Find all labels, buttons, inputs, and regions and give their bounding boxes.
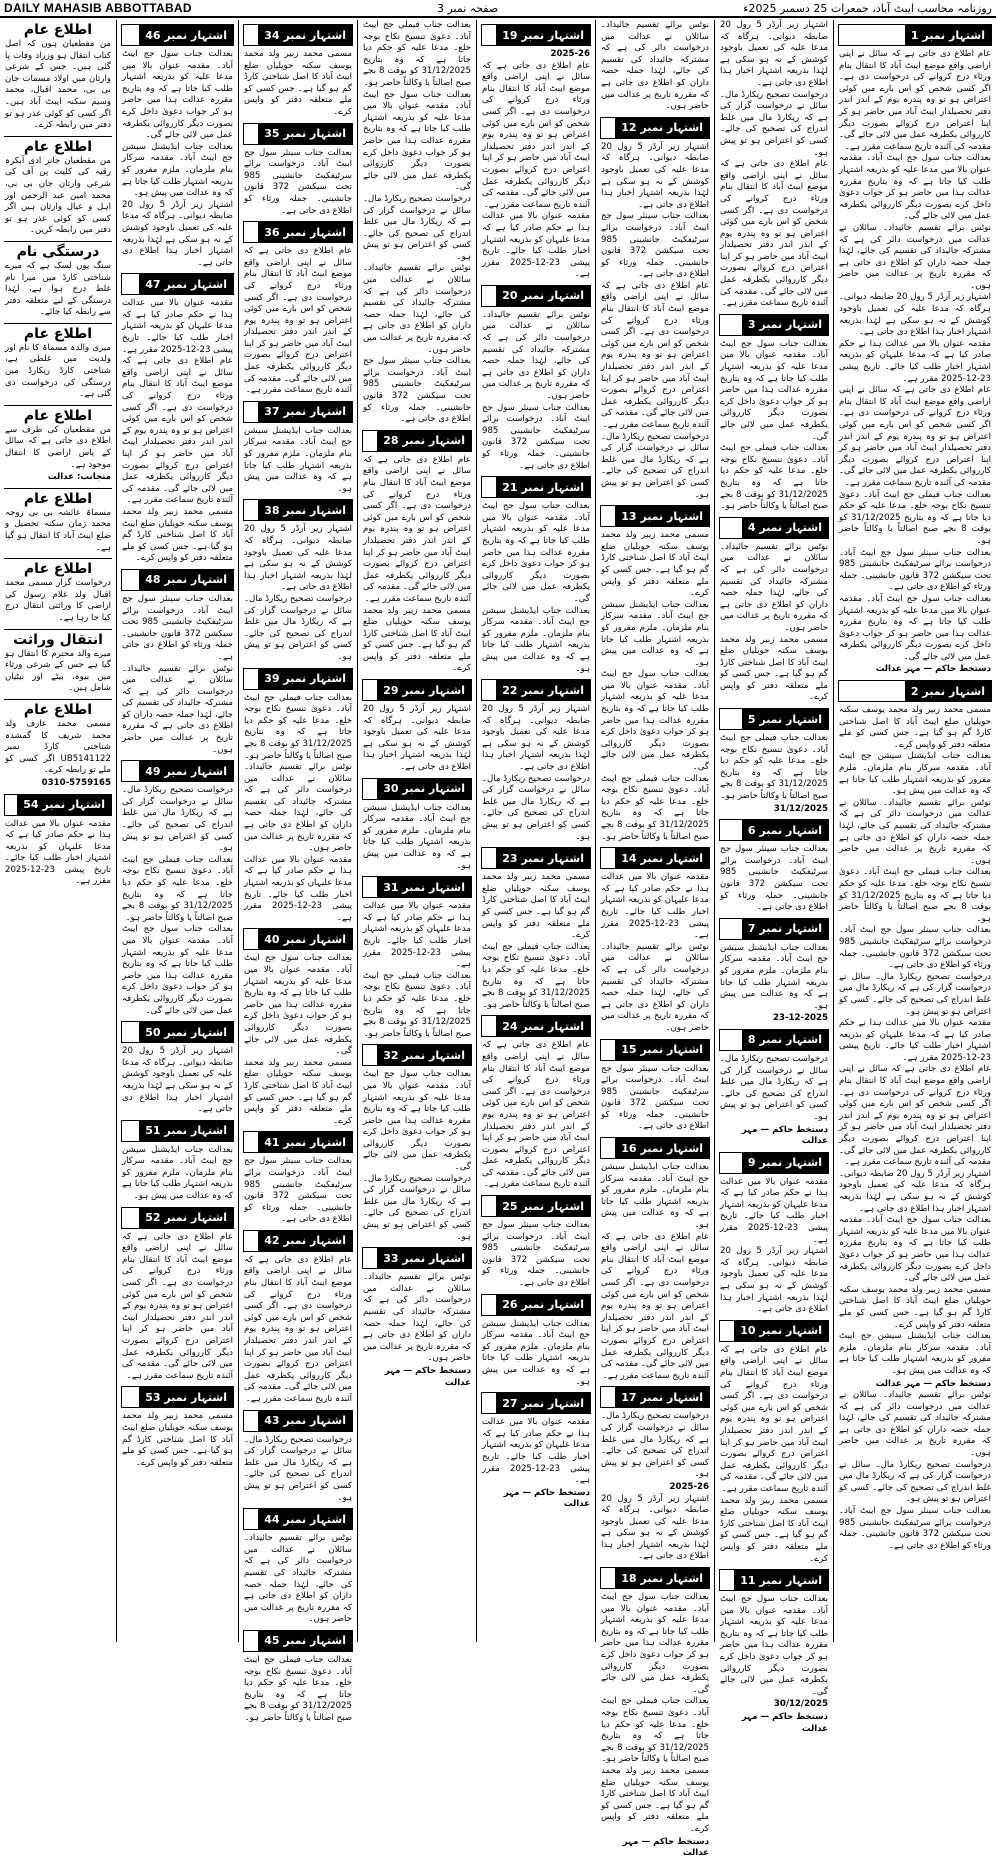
notice-42: عام اطلاع دی جاتی ہے کہ سائل نے اپنی اراضی واقع موضع ایبٹ آباد کا انتقال بنام ورثاء درج کروانے کی درخواست دی ہے۔ اگر کسی شخص کو اس بارے میں کوئی اعتراض ہو تو وہ پندرہ یوم کے اندر اندر دفتر تحصیلدار ایبٹ آباد میں حاضر ہو کر اپنا اعتراض درج کروائے بصورت دیگر کارروائی یکطرفہ عمل میں لائی جائے گی۔ مقدمہ کی آئندہ تاریخ سماعت مقرر ہے۔ [244, 1254, 352, 1404]
notice-8: درخواست تصحیح ریکارڈ مال۔ سائل نے درخواست گزار کی ہے کہ ریکارڈ مال میں غلط اندراج کی تصحیح کی جائے۔ کسی کو اعتراض ہو تو پیش ہو۔ دستخط حاکم — مہر عدالت [720, 1053, 828, 1147]
notice-badge: اشتہار نمبر 26 [481, 1294, 591, 1316]
notice-32: بعدالت جناب سول جج ایبٹ آباد۔ مقدمہ عنوان بالا میں مدعا علیہ کو بذریعہ اشتہار طلب کیا جاتا ہے کہ وہ بتاریخ مقررہ عدالت ہذا میں حاضر ہو کر جواب دعویٰ داخل کرے بصورت دیگر کارروائی یکطرفہ عمل میں لائی جائے گی۔ درخواست تصحیح ریکارڈ مال۔ سائل نے درخواست گزار کی ہے کہ ریکارڈ مال میں غلط اندراج کی تصحیح کی جائے۔ کسی کو اعتراض ہو تو پیش ہو۔ [363, 1069, 471, 1242]
notice-badge: اشتہار نمبر 51 [121, 1120, 234, 1142]
classified-notice: میرے والد محترم کا انتقال ہو گیا ہے جس کے شرعی ورثاء میں بیوہ، بیٹے اور بیٹیاں شامل ہیں۔ [5, 648, 111, 694]
notice-22: اشتہار زیر آرڈر 5 رول 20 ضابطہ دیوانی۔ ہرگاہ کہ مدعا علیہ کی تعمیل باوجود کوشش کے نہ ہو سکی ہے لہٰذا بذریعہ اشتہار اخبار ہذا اطلاع دی جاتی ہے۔ درخواست تصحیح ریکارڈ مال۔ سائل نے درخواست گزار کی ہے کہ ریکارڈ مال میں غلط اندراج کی تصحیح کی جائے۔ کسی کو اعتراض ہو تو پیش ہو۔ [482, 704, 590, 842]
notice-badge: اشتہار نمبر 43 [243, 1410, 353, 1432]
classified-notice: من مقطعیان کی طرف سے اطلاع دی جاتی ہے کہ سائل کے پاس اراضی کا انتقال موجود ہے۔ منجانب: عدالت [5, 424, 111, 483]
notice-2: مسمی محمد زبیر ولد محمد یوسف سکنہ حویلیاں ضلع ایبٹ آباد کا اصل شناختی کارڈ گم ہو گیا ہے۔ جس کسی کو ملے متعلقہ دفتر کو واپس کرے۔ بعدالت جناب ایڈیشنل سیشن جج ایبٹ آباد۔ مقدمہ سرکار بنام ملزمان۔ ملزم مفرور کو بذریعہ اشتہار طلب کیا جاتا ہے کہ وہ عدالت میں پیش ہو۔ نوٹس برائے تقسیم جائیداد۔ سائلان نے عدالت میں درخواست دائر کی ہے کہ مشترکہ جائیداد کی تقسیم کی جائے، لہٰذا جملہ حصہ داران کو اطلاع دی جاتی ہے کہ مقررہ تاریخ پر عدالت میں حاضر ہوں۔ بعدالت جناب فیملی جج ایبٹ آباد۔ دعویٰ تنسیخ نکاح بوجہ خلع۔ مدعا علیہ کو حکم دیا جاتا ہے کہ وہ بتاریخ 31/12/2025 کو بوقت 8 بجے صبح اصالتاً یا وکالتاً حاضر ہو۔ بعدالت جناب سینئر سول جج ایبٹ آباد۔ درخواست برائے سرٹیفکیٹ جانشینی 985 تحت سیکشن 372 قانون جانشینی۔ جملہ ورثاء کو اطلاع دی جاتی ہے۔ درخواست تصحیح ریکارڈ مال۔ سائل نے درخواست گزار کی ہے کہ ریکارڈ مال میں غلط اندراج کی تصحیح کی جائے۔ کسی کو اعتراض ہو تو پیش ہو۔ مقدمہ عنوان بالا میں عدالت ہذا نے حکم صادر کیا ہے کہ مدعا علیہان کو بذریعہ اشتہار اخبار طلب کیا جائے۔ تاریخ پیشی 23-12-2025 مقرر ہے۔ عام اطلاع دی جاتی ہے کہ سائل نے اپنی اراضی واقع موضع ایبٹ آباد کا انتقال بنام ورثاء درج کروانے کی درخواست دی ہے۔ اگر کسی شخص کو اس بارے میں کوئی اعتراض ہو تو وہ پندرہ یوم کے اندر اندر دفتر تحصیلدار ایبٹ آباد میں حاضر ہو کر اپنا اعتراض درج کروائے بصورت دیگر کارروائی یکطرفہ عمل میں لائی جائے گی۔ مقدمہ کی آئندہ تاریخ سماعت مقرر ہے۔ اشتہار زیر آرڈر 5 رول 20 ضابطہ دیوانی۔ ہرگاہ کہ مدعا علیہ کی تعمیل باوجود کوشش کے نہ ہو سکی ہے لہٰذا بذریعہ اشتہار اخبار ہذا اطلاع دی جاتی ہے۔ بعدالت جناب سول جج ایبٹ آباد۔ مقدمہ عنوان بالا میں مدعا علیہ کو بذریعہ اشتہار طلب کیا جاتا ہے کہ وہ بتاریخ مقررہ عدالت ہذا میں حاضر ہو کر جواب دعویٰ داخل کرے بصورت دیگر کارروائی یکطرفہ عمل میں لائی جائے گی۔ مسمی محمد زبیر ولد محمد یوسف سکنہ حویلیاں ضلع ایبٹ آباد کا اصل شناختی کارڈ گم ہو گیا ہے۔ جس کسی کو ملے متعلقہ دفتر کو واپس کرے۔ بعدالت جناب ایڈیشنل سیشن جج ایبٹ آباد۔ مقدمہ سرکار بنام ملزمان۔ ملزم مفرور کو بذریعہ اشتہار طلب کیا جاتا ہے کہ وہ عدالت میں پیش ہو۔ دستخط حاکم — مہر عدالت نوٹس برائے تقسیم جائیداد۔ سائلان نے عدالت میں درخواست دائر کی ہے کہ مشترکہ جائیداد کی تقسیم کی جائے، لہٰذا جملہ حصہ داران کو اطلاع دی جاتی ہے کہ مقررہ تاریخ پر عدالت میں حاضر ہوں۔ درخواست تصحیح ریکارڈ مال۔ سائل نے درخواست گزار کی ہے کہ ریکارڈ مال میں غلط اندراج کی تصحیح کی جائے۔ کسی کو اعتراض ہو تو پیش ہو۔ بعدالت جناب سینئر سول جج ایبٹ آباد۔ درخواست برائے سرٹیفکیٹ جانشینی 985 تحت سیکشن 372 قانون جانشینی۔ جملہ ورثاء کو اطلاع دی جاتی ہے۔ [838, 705, 992, 1551]
notice-44: نوٹس برائے تقسیم جائیداد۔ سائلان نے عدالت میں درخواست دائر کی ہے کہ مشترکہ جائیداد کی تقسیم کی جائے، لہٰذا جملہ حصہ داران کو اطلاع دی جاتی ہے کہ مقررہ تاریخ پر عدالت میں حاضر ہوں۔ [244, 1533, 352, 1625]
notice-20: نوٹس برائے تقسیم جائیداد۔ سائلان نے عدالت میں درخواست دائر کی ہے کہ مشترکہ جائیداد کی تقسیم کی جائے، لہٰذا جملہ حصہ داران کو اطلاع دی جاتی ہے کہ مقررہ تاریخ پر عدالت میں حاضر ہوں۔ بعدالت جناب سینئر سول جج ایبٹ آباد۔ درخواست برائے سرٹیفکیٹ جانشینی 985 تحت سیکشن 372 قانون جانشینی۔ جملہ ورثاء کو اطلاع دی جاتی ہے۔ [482, 309, 590, 471]
notice-3: بعدالت جناب سول جج ایبٹ آباد۔ مقدمہ عنوان بالا میں مدعا علیہ کو بذریعہ اشتہار طلب کیا جاتا ہے کہ وہ بتاریخ مقررہ عدالت ہذا میں حاضر ہو کر جواب دعویٰ داخل کرے بصورت دیگر کارروائی یکطرفہ عمل میں لائی جائے گی۔ بعدالت جناب فیملی جج ایبٹ آباد۔ دعویٰ تنسیخ نکاح بوجہ خلع۔ مدعا علیہ کو حکم دیا جاتا ہے کہ وہ بتاریخ 31/12/2025 کو بوقت 8 بجے صبح اصالتاً یا وکالتاً حاضر ہو۔ [720, 338, 828, 512]
notice-badge: اشتہار نمبر 11 [719, 1569, 829, 1591]
classified-notice: میری والدہ مسماۃ کا نام اور ولدیت میں غلطی ہے، شناختی کارڈ ریکارڈ میں درستگی کی درخواست دی گئی ہے۔ [5, 342, 111, 400]
notice-52: عام اطلاع دی جاتی ہے کہ سائل نے اپنی اراضی واقع موضع ایبٹ آباد کا انتقال بنام ورثاء درج کروانے کی درخواست دی ہے۔ اگر کسی شخص کو اس بارے میں کوئی اعتراض ہو تو وہ پندرہ یوم کے اندر اندر دفتر تحصیلدار ایبٹ آباد میں حاضر ہو کر اپنا اعتراض درج کروائے بصورت دیگر کارروائی یکطرفہ عمل میں لائی جائے گی۔ مقدمہ کی آئندہ تاریخ سماعت مقرر ہے۔ [122, 1231, 233, 1381]
notice-41: بعدالت جناب سینئر سول جج ایبٹ آباد۔ درخواست برائے سرٹیفکیٹ جانشینی 985 تحت سیکشن 372 قانون جانشینی۔ جملہ ورثاء کو اطلاع دی جاتی ہے۔ [244, 1156, 352, 1225]
classified-heading: اطلاع عام [23, 701, 93, 718]
classified-heading: اطلاع عام [23, 490, 93, 507]
notice-badge: اشتہار نمبر 17 [600, 1386, 710, 1408]
notice-badge: اشتہار نمبر 12 [600, 117, 710, 139]
column-2 [715, 20, 833, 1734]
notice-11: بعدالت جناب سول جج ایبٹ آباد۔ مقدمہ عنوان بالا میں مدعا علیہ کو بذریعہ اشتہار طلب کیا جاتا ہے کہ وہ بتاریخ مقررہ عدالت ہذا میں حاضر ہو کر جواب دعویٰ داخل کرے بصورت دیگر کارروائی یکطرفہ عمل میں لائی جائے گی۔ 30/12/2025 دستخط حاکم — مہر عدالت [720, 1594, 828, 1734]
notice-17: درخواست تصحیح ریکارڈ مال۔ سائل نے درخواست گزار کی ہے کہ ریکارڈ مال میں غلط اندراج کی تصحیح کی جائے۔ کسی کو اعتراض ہو تو پیش ہو۔ 2025-26 اشتہار زیر آرڈر 5 رول 20 ضابطہ دیوانی۔ ہرگاہ کہ مدعا علیہ کی تعمیل باوجود کوشش کے نہ ہو سکی ہے لہٰذا بذریعہ اشتہار اخبار ہذا اطلاع دی جاتی ہے۔ [601, 1411, 709, 1562]
notice-21: بعدالت جناب سول جج ایبٹ آباد۔ مقدمہ عنوان بالا میں مدعا علیہ کو بذریعہ اشتہار طلب کیا جاتا ہے کہ وہ بتاریخ مقررہ عدالت ہذا میں حاضر ہو کر جواب دعویٰ داخل کرے بصورت دیگر کارروائی یکطرفہ عمل میں لائی جائے گی۔ بعدالت جناب ایڈیشنل سیشن جج ایبٹ آباد۔ مقدمہ سرکار بنام ملزمان۔ ملزم مفرور کو بذریعہ اشتہار طلب کیا جاتا ہے کہ وہ عدالت میں پیش ہو۔ [482, 501, 590, 674]
notice-badge: اشتہار نمبر 48 [121, 569, 234, 591]
notice-badge: اشتہار نمبر 18 [600, 1567, 710, 1589]
column-3 [596, 20, 714, 1859]
notice-15: بعدالت جناب سینئر سول جج ایبٹ آباد۔ درخواست برائے سرٹیفکیٹ جانشینی 985 تحت سیکشن 372 قانون جانشینی۔ جملہ ورثاء کو اطلاع دی جاتی ہے۔ [601, 1063, 709, 1132]
phone-number: 0310-5759165 [41, 777, 111, 788]
notice-34: مسمی محمد زبیر ولد محمد یوسف سکنہ حویلیاں ضلع ایبٹ آباد کا اصل شناختی کارڈ گم ہو گیا ہے۔ جس کسی کو ملے متعلقہ دفتر کو واپس کرے۔ [244, 49, 352, 117]
notice-26: بعدالت جناب ایڈیشنل سیشن جج ایبٹ آباد۔ مقدمہ سرکار بنام ملزمان۔ ملزم مفرور کو بذریعہ اشتہار طلب کیا جاتا ہے کہ وہ عدالت میں پیش ہو۔ [482, 1318, 590, 1387]
notice-badge: اشتہار نمبر 9 [719, 1152, 829, 1174]
notice-badge: اشتہار نمبر 27 [481, 1392, 591, 1414]
notice-48: بعدالت جناب سینئر سول جج ایبٹ آباد۔ درخواست برائے سرٹیفکیٹ جانشینی 985 تحت سیکشن 372 قانون جانشینی۔ جملہ ورثاء کو اطلاع دی جاتی ہے۔ نوٹس برائے تقسیم جائیداد۔ سائلان نے عدالت میں درخواست دائر کی ہے کہ مشترکہ جائیداد کی تقسیم کی جائے، لہٰذا جملہ حصہ داران کو اطلاع دی جاتی ہے کہ مقررہ تاریخ پر عدالت میں حاضر ہوں۔ [122, 593, 233, 755]
masthead [0, 0, 996, 18]
notice-24: عام اطلاع دی جاتی ہے کہ سائل نے اپنی اراضی واقع موضع ایبٹ آباد کا انتقال بنام ورثاء درج کروانے کی درخواست دی ہے۔ اگر کسی شخص کو اس بارے میں کوئی اعتراض ہو تو وہ پندرہ یوم کے اندر اندر دفتر تحصیلدار ایبٹ آباد میں حاضر ہو کر اپنا اعتراض درج کروائے بصورت دیگر کارروائی یکطرفہ عمل میں لائی جائے گی۔ مقدمہ کی آئندہ تاریخ سماعت مقرر ہے۔ [482, 1040, 590, 1190]
column-5 [358, 20, 476, 1642]
notice-53: مسمی محمد زبیر ولد محمد یوسف سکنہ حویلیاں ضلع ایبٹ آباد کا اصل شناختی کارڈ گم ہو گیا ہے۔ جس کسی کو ملے متعلقہ دفتر کو واپس کرے۔ [122, 1411, 233, 1468]
notice-27: مقدمہ عنوان بالا میں عدالت ہذا نے حکم صادر کیا ہے کہ مدعا علیہان کو بذریعہ اشتہار اخبار طلب کیا جائے۔ تاریخ پیشی 23-12-2025 مقرر ہے۔ دستخط حاکم — مہر عدالت [482, 1417, 590, 1510]
column-4 [477, 20, 595, 1642]
notice-54: مقدمہ عنوان بالا میں عدالت ہذا نے حکم صادر کیا ہے کہ مدعا علیہان کو بذریعہ اشتہار اخبار طلب کیا جائے۔ تاریخ پیشی 23-12-2025 مقرر ہے۔ [5, 818, 111, 887]
notice-badge: اشتہار نمبر 5 [719, 708, 829, 730]
classified-heading: اطلاع عام [23, 22, 93, 38]
notice-16: بعدالت جناب ایڈیشنل سیشن جج ایبٹ آباد۔ مقدمہ سرکار بنام ملزمان۔ ملزم مفرور کو بذریعہ اشتہار طلب کیا جاتا ہے کہ وہ عدالت میں پیش ہو۔ عام اطلاع دی جاتی ہے کہ سائل نے اپنی اراضی واقع موضع ایبٹ آباد کا انتقال بنام ورثاء درج کروانے کی درخواست دی ہے۔ اگر کسی شخص کو اس بارے میں کوئی اعتراض ہو تو وہ پندرہ یوم کے اندر اندر دفتر تحصیلدار ایبٹ آباد میں حاضر ہو کر اپنا اعتراض درج کروائے بصورت دیگر کارروائی یکطرفہ عمل میں لائی جائے گی۔ مقدمہ کی آئندہ تاریخ سماعت مقرر ہے۔ [601, 1162, 709, 1381]
notice-badge: اشتہار نمبر 15 [600, 1039, 710, 1061]
notice-badge: اشتہار نمبر 3 [719, 314, 829, 336]
divider [4, 136, 112, 137]
notice-47: مقدمہ عنوان بالا میں عدالت ہذا نے حکم صادر کیا ہے کہ مدعا علیہان کو بذریعہ اشتہار اخبار طلب کیا جائے۔ تاریخ پیشی 23-12-2025 مقرر ہے۔ عام اطلاع دی جاتی ہے کہ سائل نے اپنی اراضی واقع موضع ایبٹ آباد کا انتقال بنام ورثاء درج کروانے کی درخواست دی ہے۔ اگر کسی شخص کو اس بارے میں کوئی اعتراض ہو تو وہ پندرہ یوم کے اندر اندر دفتر تحصیلدار ایبٹ آباد میں حاضر ہو کر اپنا اعتراض درج کروائے بصورت دیگر کارروائی یکطرفہ عمل میں لائی جائے گی۔ مقدمہ کی آئندہ تاریخ سماعت مقرر ہے۔ مسمی محمد زبیر ولد محمد یوسف سکنہ حویلیاں ضلع ایبٹ آباد کا اصل شناختی کارڈ گم ہو گیا ہے۔ جس کسی کو ملے متعلقہ دفتر کو واپس کرے۔ [122, 298, 233, 564]
notice-10: عام اطلاع دی جاتی ہے کہ سائل نے اپنی اراضی واقع موضع ایبٹ آباد کا انتقال بنام ورثاء درج کروانے کی درخواست دی ہے۔ اگر کسی شخص کو اس بارے میں کوئی اعتراض ہو تو وہ پندرہ یوم کے اندر اندر دفتر تحصیلدار ایبٹ آباد میں حاضر ہو کر اپنا اعتراض درج کروائے بصورت دیگر کارروائی یکطرفہ عمل میں لائی جائے گی۔ مقدمہ کی آئندہ تاریخ سماعت مقرر ہے۔ مسمی محمد زبیر ولد محمد یوسف سکنہ حویلیاں ضلع ایبٹ آباد کا اصل شناختی کارڈ گم ہو گیا ہے۔ جس کسی کو ملے متعلقہ دفتر کو واپس کرے۔ [720, 1344, 828, 1564]
notice-badge: اشتہار نمبر 49 [121, 760, 234, 782]
notice-badge: اشتہار نمبر 25 [481, 1195, 591, 1217]
notice-6: بعدالت جناب سینئر سول جج ایبٹ آباد۔ درخواست برائے سرٹیفکیٹ جانشینی 985 تحت سیکشن 372 قانون جانشینی۔ جملہ ورثاء کو اطلاع دی جاتی ہے۔ [720, 844, 828, 913]
notice-40: بعدالت جناب سول جج ایبٹ آباد۔ مقدمہ عنوان بالا میں مدعا علیہ کو بذریعہ اشتہار طلب کیا جاتا ہے کہ وہ بتاریخ مقررہ عدالت ہذا میں حاضر ہو کر جواب دعویٰ داخل کرے بصورت دیگر کارروائی یکطرفہ عمل میں لائی جائے گی۔ مسمی محمد زبیر ولد محمد یوسف سکنہ حویلیاں ضلع ایبٹ آباد کا اصل شناختی کارڈ گم ہو گیا ہے۔ جس کسی کو ملے متعلقہ دفتر کو واپس کرے۔ [244, 953, 352, 1126]
notice-badge: اشتہار نمبر 6 [719, 819, 829, 841]
classified-heading: انتقال وراثت [13, 631, 103, 648]
notice-29: اشتہار زیر آرڈر 5 رول 20 ضابطہ دیوانی۔ ہرگاہ کہ مدعا علیہ کی تعمیل باوجود کوشش کے نہ ہو سکی ہے لہٰذا بذریعہ اشتہار اخبار ہذا اطلاع دی جاتی ہے۔ [363, 704, 471, 773]
notice-badge: اشتہار نمبر 2 [838, 680, 992, 702]
column-1 [834, 20, 996, 1642]
notice-28: عام اطلاع دی جاتی ہے کہ سائل نے اپنی اراضی واقع موضع ایبٹ آباد کا انتقال بنام ورثاء درج کروانے کی درخواست دی ہے۔ اگر کسی شخص کو اس بارے میں کوئی اعتراض ہو تو وہ پندرہ یوم کے اندر اندر دفتر تحصیلدار ایبٹ آباد میں حاضر ہو کر اپنا اعتراض درج کروائے بصورت دیگر کارروائی یکطرفہ عمل میں لائی جائے گی۔ مقدمہ کی آئندہ تاریخ سماعت مقرر ہے۔ مسمی محمد زبیر ولد محمد یوسف سکنہ حویلیاں ضلع ایبٹ آباد کا اصل شناختی کارڈ گم ہو گیا ہے۔ جس کسی کو ملے متعلقہ دفتر کو واپس کرے۔ [363, 454, 471, 674]
notice-14: مقدمہ عنوان بالا میں عدالت ہذا نے حکم صادر کیا ہے کہ مدعا علیہان کو بذریعہ اشتہار اخبار طلب کیا جائے۔ تاریخ پیشی 23-12-2025 مقرر ہے۔ نوٹس برائے تقسیم جائیداد۔ سائلان نے عدالت میں درخواست دائر کی ہے کہ مشترکہ جائیداد کی تقسیم کی جائے، لہٰذا جملہ حصہ داران کو اطلاع دی جاتی ہے کہ مقررہ تاریخ پر عدالت میں حاضر ہوں۔ [601, 872, 709, 1033]
classified-heading: اطلاع عام [23, 325, 93, 342]
notice-35: بعدالت جناب سینئر سول جج ایبٹ آباد۔ درخواست برائے سرٹیفکیٹ جانشینی 985 تحت سیکشن 372 قانون جانشینی۔ جملہ ورثاء کو اطلاع دی جاتی ہے۔ [244, 147, 352, 216]
divider [4, 405, 112, 406]
column-8-classifieds [0, 20, 116, 1642]
divider [4, 558, 112, 559]
divider [4, 323, 112, 324]
notice-badge: اشتہار نمبر 16 [600, 1137, 710, 1159]
notice-36: عام اطلاع دی جاتی ہے کہ سائل نے اپنی اراضی واقع موضع ایبٹ آباد کا انتقال بنام ورثاء درج کروانے کی درخواست دی ہے۔ اگر کسی شخص کو اس بارے میں کوئی اعتراض ہو تو وہ پندرہ یوم کے اندر اندر دفتر تحصیلدار ایبٹ آباد میں حاضر ہو کر اپنا اعتراض درج کروائے بصورت دیگر کارروائی یکطرفہ عمل میں لائی جائے گی۔ مقدمہ کی آئندہ تاریخ سماعت مقرر ہے۔ [244, 246, 352, 396]
classified-notice: درخواست گزار مسمی محمد اقبال ولد غلام رسول کی اراضی کا وراثتی انتقال درج کیا جا رہا ہے۔ [5, 578, 111, 623]
notice-5: بعدالت جناب فیملی جج ایبٹ آباد۔ دعویٰ تنسیخ نکاح بوجہ خلع۔ مدعا علیہ کو حکم دیا جاتا ہے کہ وہ بتاریخ 31/12/2025 کو بوقت 8 بجے صبح اصالتاً یا وکالتاً حاضر ہو۔ 31/12/2025 [720, 733, 828, 814]
notice-badge: اشتہار نمبر 33 [362, 1247, 472, 1269]
notice-badge: اشتہار نمبر 45 [243, 1630, 353, 1652]
notice-badge: اشتہار نمبر 32 [362, 1044, 472, 1066]
notice-badge: اشتہار نمبر 46 [121, 24, 234, 46]
notice-50: اشتہار زیر آرڈر 5 رول 20 ضابطہ دیوانی۔ ہرگاہ کہ مدعا علیہ کی تعمیل باوجود کوشش کے نہ ہو سکی ہے لہٰذا بذریعہ اشتہار اخبار ہذا اطلاع دی جاتی ہے۔ [122, 1046, 233, 1115]
notice-badge: اشتہار نمبر 28 [362, 430, 472, 452]
classified-notice: من مقطعیان ہوں کہ اصل کتاب انتقال ہو وزراد وفات پا گئی ہیں۔ جس کے شرعی وارثان میں اولاد مسمات جان بی بی، محمد اقبال، محمد وسیم سکنہ ایبٹ آباد ہیں۔ اگر کسی کو کوئی عذر ہو تو دفتر میں رابطہ کرے۔ [5, 39, 111, 131]
notice-badge: اشتہار نمبر 4 [719, 517, 829, 539]
page-number: صفحہ نمبر 3 [436, 1, 499, 15]
classified-heading: اطلاع عام [23, 138, 93, 155]
divider [4, 488, 112, 489]
notice-badge: اشتہار نمبر 38 [243, 499, 353, 521]
notice-12: اشتہار زیر آرڈر 5 رول 20 ضابطہ دیوانی۔ ہرگاہ کہ مدعا علیہ کی تعمیل باوجود کوشش کے نہ ہو سکی ہے لہٰذا بذریعہ اشتہار اخبار ہذا اطلاع دی جاتی ہے۔ بعدالت جناب سینئر سول جج ایبٹ آباد۔ درخواست برائے سرٹیفکیٹ جانشینی 985 تحت سیکشن 372 قانون جانشینی۔ جملہ ورثاء کو اطلاع دی جاتی ہے۔ عام اطلاع دی جاتی ہے کہ سائل نے اپنی اراضی واقع موضع ایبٹ آباد کا انتقال بنام ورثاء درج کروانے کی درخواست دی ہے۔ اگر کسی شخص کو اس بارے میں کوئی اعتراض ہو تو وہ پندرہ یوم کے اندر اندر دفتر تحصیلدار ایبٹ آباد میں حاضر ہو کر اپنا اعتراض درج کروائے بصورت دیگر کارروائی یکطرفہ عمل میں لائی جائے گی۔ مقدمہ کی آئندہ تاریخ سماعت مقرر ہے۔ درخواست تصحیح ریکارڈ مال۔ سائل نے درخواست گزار کی ہے کہ ریکارڈ مال میں غلط اندراج کی تصحیح کی جائے۔ کسی کو اعتراض ہو تو پیش ہو۔ [601, 141, 709, 500]
notice-badge: اشتہار نمبر 14 [600, 847, 710, 869]
classified-notice: سنگ یوں لسک ہے کہ میرے شناختی کارڈ میں میرا نام غلط درج ہوا ہے، لہٰذا درستگی کے لیے متعلقہ دفتر سے رابطہ کیا جائے۔ [5, 260, 111, 318]
notice-badge: اشتہار نمبر 54 [4, 794, 112, 816]
notice-continued: نوٹس برائے تقسیم جائیداد۔ سائلان نے عدالت میں درخواست دائر کی ہے کہ مشترکہ جائیداد کی تقسیم کی جائے، لہٰذا جملہ حصہ داران کو اطلاع دی جاتی ہے کہ مقررہ تاریخ پر عدالت میں حاضر ہوں۔ [601, 20, 709, 112]
notice-badge: اشتہار نمبر 30 [362, 778, 472, 800]
notice-badge: اشتہار نمبر 1 [838, 24, 992, 46]
column-7 [117, 20, 238, 1642]
divider [4, 241, 112, 242]
notice-badge: اشتہار نمبر 10 [719, 1320, 829, 1342]
notice-31: مقدمہ عنوان بالا میں عدالت ہذا نے حکم صادر کیا ہے کہ مدعا علیہان کو بذریعہ اشتہار اخبار طلب کیا جائے۔ تاریخ پیشی 23-12-2025 مقرر ہے۔ بعدالت جناب فیملی جج ایبٹ آباد۔ دعویٰ تنسیخ نکاح بوجہ خلع۔ مدعا علیہ کو حکم دیا جاتا ہے کہ وہ بتاریخ 31/12/2025 کو بوقت 8 بجے صبح اصالتاً یا وکالتاً حاضر ہو۔ [363, 901, 471, 1039]
notice-continued: اشتہار زیر آرڈر 5 رول 20 ضابطہ دیوانی۔ ہرگاہ کہ مدعا علیہ کی تعمیل باوجود کوشش کے نہ ہو سکی ہے لہٰذا بذریعہ اشتہار اخبار ہذا اطلاع دی جاتی ہے۔ درخواست تصحیح ریکارڈ مال۔ سائل نے درخواست گزار کی ہے کہ ریکارڈ مال میں غلط اندراج کی تصحیح کی جائے۔ کسی کو اعتراض ہو تو پیش ہو۔ عام اطلاع دی جاتی ہے کہ سائل نے اپنی اراضی واقع موضع ایبٹ آباد کا انتقال بنام ورثاء درج کروانے کی درخواست دی ہے۔ اگر کسی شخص کو اس بارے میں کوئی اعتراض ہو تو وہ پندرہ یوم کے اندر اندر دفتر تحصیلدار ایبٹ آباد میں حاضر ہو کر اپنا اعتراض درج کروائے بصورت دیگر کارروائی یکطرفہ عمل میں لائی جائے گی۔ مقدمہ کی آئندہ تاریخ سماعت مقرر ہے۔ [720, 20, 828, 309]
notice-23: مسمی محمد زبیر ولد محمد یوسف سکنہ حویلیاں ضلع ایبٹ آباد کا اصل شناختی کارڈ گم ہو گیا ہے۔ جس کسی کو ملے متعلقہ دفتر کو واپس کرے۔ بعدالت جناب فیملی جج ایبٹ آباد۔ دعویٰ تنسیخ نکاح بوجہ خلع۔ مدعا علیہ کو حکم دیا جاتا ہے کہ وہ بتاریخ 31/12/2025 کو بوقت 8 بجے صبح اصالتاً یا وکالتاً حاضر ہو۔ [482, 872, 590, 1010]
notice-18: بعدالت جناب سول جج ایبٹ آباد۔ مقدمہ عنوان بالا میں مدعا علیہ کو بذریعہ اشتہار طلب کیا جاتا ہے کہ وہ بتاریخ مقررہ عدالت ہذا میں حاضر ہو کر جواب دعویٰ داخل کرے بصورت دیگر کارروائی یکطرفہ عمل میں لائی جائے گی۔ بعدالت جناب فیملی جج ایبٹ آباد۔ دعویٰ تنسیخ نکاح بوجہ خلع۔ مدعا علیہ کو حکم دیا جاتا ہے کہ وہ بتاریخ 31/12/2025 کو بوقت 8 بجے صبح اصالتاً یا وکالتاً حاضر ہو۔ مسمی محمد زبیر ولد محمد یوسف سکنہ حویلیاں ضلع ایبٹ آباد کا اصل شناختی کارڈ گم ہو گیا ہے۔ جس کسی کو ملے متعلقہ دفتر کو واپس کرے۔ دستخط حاکم — مہر عدالت [601, 1592, 709, 1859]
notice-badge: اشتہار نمبر 29 [362, 679, 472, 701]
notice-33: نوٹس برائے تقسیم جائیداد۔ سائلان نے عدالت میں درخواست دائر کی ہے کہ مشترکہ جائیداد کی تقسیم کی جائے، لہٰذا جملہ حصہ داران کو اطلاع دی جاتی ہے کہ مقررہ تاریخ پر عدالت میں حاضر ہوں۔ دستخط حاکم — مہر عدالت [363, 1272, 471, 1388]
notice-13: مسمی محمد زبیر ولد محمد یوسف سکنہ حویلیاں ضلع ایبٹ آباد کا اصل شناختی کارڈ گم ہو گیا ہے۔ جس کسی کو ملے متعلقہ دفتر کو واپس کرے۔ بعدالت جناب ایڈیشنل سیشن جج ایبٹ آباد۔ مقدمہ سرکار بنام ملزمان۔ ملزم مفرور کو بذریعہ اشتہار طلب کیا جاتا ہے کہ وہ عدالت میں پیش ہو۔ بعدالت جناب سول جج ایبٹ آباد۔ مقدمہ عنوان بالا میں مدعا علیہ کو بذریعہ اشتہار طلب کیا جاتا ہے کہ وہ بتاریخ مقررہ عدالت ہذا میں حاضر ہو کر جواب دعویٰ داخل کرے بصورت دیگر کارروائی یکطرفہ عمل میں لائی جائے گی۔ بعدالت جناب فیملی جج ایبٹ آباد۔ دعویٰ تنسیخ نکاح بوجہ خلع۔ مدعا علیہ کو حکم دیا جاتا ہے کہ وہ بتاریخ 31/12/2025 کو بوقت 8 بجے صبح اصالتاً یا وکالتاً حاضر ہو۔ [601, 530, 709, 842]
notice-badge: اشتہار نمبر 20 [481, 285, 591, 307]
notice-46: بعدالت جناب سول جج ایبٹ آباد۔ مقدمہ عنوان بالا میں مدعا علیہ کو بذریعہ اشتہار طلب کیا جاتا ہے کہ وہ بتاریخ مقررہ عدالت ہذا میں حاضر ہو کر جواب دعویٰ داخل کرے بصورت دیگر کارروائی یکطرفہ عمل میں لائی جائے گی۔ بعدالت جناب ایڈیشنل سیشن جج ایبٹ آباد۔ مقدمہ سرکار بنام ملزمان۔ ملزم مفرور کو بذریعہ اشتہار طلب کیا جاتا ہے کہ وہ عدالت میں پیش ہو۔ اشتہار زیر آرڈر 5 رول 20 ضابطہ دیوانی۔ ہرگاہ کہ مدعا علیہ کی تعمیل باوجود کوشش کے نہ ہو سکی ہے لہٰذا بذریعہ اشتہار اخبار ہذا اطلاع دی جاتی ہے۔ [122, 49, 233, 268]
notice-1: عام اطلاع دی جاتی ہے کہ سائل نے اپنی اراضی واقع موضع ایبٹ آباد کا انتقال بنام ورثاء درج کروانے کی درخواست دی ہے۔ اگر کسی شخص کو اس بارے میں کوئی اعتراض ہو تو وہ پندرہ یوم کے اندر اندر دفتر تحصیلدار ایبٹ آباد میں حاضر ہو کر اپنا اعتراض درج کروائے بصورت دیگر کارروائی یکطرفہ عمل میں لائی جائے گی۔ مقدمہ کی آئندہ تاریخ سماعت مقرر ہے۔ بعدالت جناب سول جج ایبٹ آباد۔ مقدمہ عنوان بالا میں مدعا علیہ کو بذریعہ اشتہار طلب کیا جاتا ہے کہ وہ بتاریخ مقررہ عدالت ہذا میں حاضر ہو کر جواب دعویٰ داخل کرے بصورت دیگر کارروائی یکطرفہ عمل میں لائی جائے گی۔ نوٹس برائے تقسیم جائیداد۔ سائلان نے عدالت میں درخواست دائر کی ہے کہ مشترکہ جائیداد کی تقسیم کی جائے، لہٰذا جملہ حصہ داران کو اطلاع دی جاتی ہے کہ مقررہ تاریخ پر عدالت میں حاضر ہوں۔ اشتہار زیر آرڈر 5 رول 20 ضابطہ دیوانی۔ ہرگاہ کہ مدعا علیہ کی تعمیل باوجود کوشش کے نہ ہو سکی ہے لہٰذا بذریعہ اشتہار اخبار ہذا اطلاع دی جاتی ہے۔ مقدمہ عنوان بالا میں عدالت ہذا نے حکم صادر کیا ہے کہ مدعا علیہان کو بذریعہ اشتہار اخبار طلب کیا جائے۔ تاریخ پیشی 23-12-2025 مقرر ہے۔ عام اطلاع دی جاتی ہے کہ سائل نے اپنی اراضی واقع موضع ایبٹ آباد کا انتقال بنام ورثاء درج کروانے کی درخواست دی ہے۔ اگر کسی شخص کو اس بارے میں کوئی اعتراض ہو تو وہ پندرہ یوم کے اندر اندر دفتر تحصیلدار ایبٹ آباد میں حاضر ہو کر اپنا اعتراض درج کروائے بصورت دیگر کارروائی یکطرفہ عمل میں لائی جائے گی۔ مقدمہ کی آئندہ تاریخ سماعت مقرر ہے۔ بعدالت جناب فیملی جج ایبٹ آباد۔ دعویٰ تنسیخ نکاح بوجہ خلع۔ مدعا علیہ کو حکم دیا جاتا ہے کہ وہ بتاریخ 31/12/2025 کو بوقت 8 بجے صبح اصالتاً یا وکالتاً حاضر ہو۔ بعدالت جناب سینئر سول جج ایبٹ آباد۔ درخواست برائے سرٹیفکیٹ جانشینی 985 تحت سیکشن 372 قانون جانشینی۔ جملہ ورثاء کو اطلاع دی جاتی ہے۔ بعدالت جناب سول جج ایبٹ آباد۔ مقدمہ عنوان بالا میں مدعا علیہ کو بذریعہ اشتہار طلب کیا جاتا ہے کہ وہ بتاریخ مقررہ عدالت ہذا میں حاضر ہو کر جواب دعویٰ داخل کرے بصورت دیگر کارروائی یکطرفہ عمل میں لائی جائے گی۔ دستخط حاکم — مہر عدالت [838, 49, 992, 675]
notice-51: بعدالت جناب ایڈیشنل سیشن جج ایبٹ آباد۔ مقدمہ سرکار بنام ملزمان۔ ملزم مفرور کو بذریعہ اشتہار طلب کیا جاتا ہے کہ وہ عدالت میں پیش ہو۔ [122, 1144, 233, 1202]
notice-badge: اشتہار نمبر 50 [121, 1021, 234, 1043]
divider [4, 699, 112, 700]
notice-30: بعدالت جناب ایڈیشنل سیشن جج ایبٹ آباد۔ مقدمہ سرکار بنام ملزمان۔ ملزم مفرور کو بذریعہ اشتہار طلب کیا جاتا ہے کہ وہ عدالت میں پیش ہو۔ [363, 802, 471, 871]
notice-badge: اشتہار نمبر 13 [600, 505, 710, 527]
notice-38: اشتہار زیر آرڈر 5 رول 20 ضابطہ دیوانی۔ ہرگاہ کہ مدعا علیہ کی تعمیل باوجود کوشش کے نہ ہو سکی ہے لہٰذا بذریعہ اشتہار اخبار ہذا اطلاع دی جاتی ہے۔ درخواست تصحیح ریکارڈ مال۔ سائل نے درخواست گزار کی ہے کہ ریکارڈ مال میں غلط اندراج کی تصحیح کی جائے۔ کسی کو اعتراض ہو تو پیش ہو۔ [244, 524, 352, 662]
notice-badge: اشتہار نمبر 40 [243, 928, 353, 950]
notice-badge: اشتہار نمبر 22 [481, 679, 591, 701]
notice-25: بعدالت جناب سینئر سول جج ایبٹ آباد۔ درخواست برائے سرٹیفکیٹ جانشینی 985 تحت سیکشن 372 قانون جانشینی۔ جملہ ورثاء کو اطلاع دی جاتی ہے۔ [482, 1220, 590, 1289]
classified-heading: اطلاع عام [23, 407, 93, 424]
notice-badge: اشتہار نمبر 44 [243, 1508, 353, 1530]
notice-badge: اشتہار نمبر 41 [243, 1131, 353, 1153]
classified-notice: من مقطعیان جانر ادی آبکرہ رقبہ کی کلیت پن آف کی شرعی وارثان جان بی بی، محمد امین عبد الرحمن اور اہل و عیال وارثان ہیں اگر کسی کو کوئی عذر ہو تو دفتر میں رابطہ کریں۔ [5, 155, 111, 236]
notice-9: مقدمہ عنوان بالا میں عدالت ہذا نے حکم صادر کیا ہے کہ مدعا علیہان کو بذریعہ اشتہار اخبار طلب کیا جائے۔ تاریخ پیشی 23-12-2025 مقرر ہے۔ اشتہار زیر آرڈر 5 رول 20 ضابطہ دیوانی۔ ہرگاہ کہ مدعا علیہ کی تعمیل باوجود کوشش کے نہ ہو سکی ہے لہٰذا بذریعہ اشتہار اخبار ہذا اطلاع دی جاتی ہے۔ [720, 1176, 828, 1315]
notice-badge: اشتہار نمبر 39 [243, 668, 353, 690]
classified-notice: مسمی محمد عارف ولد محمد شریف کا گمشدہ شناختی کارڈ نمبر UB5141122 اگر کسی کو ملے تو رابطہ کرے۔ 0310-5759165 [5, 718, 111, 788]
notice-45: بعدالت جناب فیملی جج ایبٹ آباد۔ دعویٰ تنسیخ نکاح بوجہ خلع۔ مدعا علیہ کو حکم دیا جاتا ہے کہ وہ بتاریخ 31/12/2025 کو بوقت 8 بجے صبح اصالتاً یا وکالتاً حاضر ہو۔ [244, 1654, 352, 1723]
notice-4: نوٹس برائے تقسیم جائیداد۔ سائلان نے عدالت میں درخواست دائر کی ہے کہ مشترکہ جائیداد کی تقسیم کی جائے، لہٰذا جملہ حصہ داران کو اطلاع دی جاتی ہے کہ مقررہ تاریخ پر عدالت میں حاضر ہوں۔ مسمی محمد زبیر ولد محمد یوسف سکنہ حویلیاں ضلع ایبٹ آباد کا اصل شناختی کارڈ گم ہو گیا ہے۔ جس کسی کو ملے متعلقہ دفتر کو واپس کرے۔ [720, 541, 828, 703]
notice-badge: اشتہار نمبر 7 [719, 918, 829, 940]
classified-notice: مسماۃ عائشہ بی بی زوجہ محمد زمان سکنہ تحصیل و ضلع ایبٹ آباد کا انتقال ہو گیا ہے۔ [5, 507, 111, 553]
notice-continued: بعدالت جناب فیملی جج ایبٹ آباد۔ دعویٰ تنسیخ نکاح بوجہ خلع۔ مدعا علیہ کو حکم دیا جاتا ہے کہ وہ بتاریخ 31/12/2025 کو بوقت 8 بجے صبح اصالتاً یا وکالتاً حاضر ہو۔ بعدالت جناب سول جج ایبٹ آباد۔ مقدمہ عنوان بالا میں مدعا علیہ کو بذریعہ اشتہار طلب کیا جاتا ہے کہ وہ بتاریخ مقررہ عدالت ہذا میں حاضر ہو کر جواب دعویٰ داخل کرے بصورت دیگر کارروائی یکطرفہ عمل میں لائی جائے گی۔ درخواست تصحیح ریکارڈ مال۔ سائل نے درخواست گزار کی ہے کہ ریکارڈ مال میں غلط اندراج کی تصحیح کی جائے۔ کسی کو اعتراض ہو تو پیش ہو۔ نوٹس برائے تقسیم جائیداد۔ سائلان نے عدالت میں درخواست دائر کی ہے کہ مشترکہ جائیداد کی تقسیم کی جائے، لہٰذا جملہ حصہ داران کو اطلاع دی جاتی ہے کہ مقررہ تاریخ پر عدالت میں حاضر ہوں۔ بعدالت جناب سینئر سول جج ایبٹ آباد۔ درخواست برائے سرٹیفکیٹ جانشینی 985 تحت سیکشن 372 قانون جانشینی۔ جملہ ورثاء کو اطلاع دی جاتی ہے۔ [363, 20, 471, 425]
notice-badge: اشتہار نمبر 24 [481, 1015, 591, 1037]
notice-badge: اشتہار نمبر 31 [362, 876, 472, 898]
notice-badge: اشتہار نمبر 35 [243, 123, 353, 145]
column-6 [239, 20, 357, 1723]
notice-badge: اشتہار نمبر 8 [719, 1029, 829, 1051]
notice-badge: اشتہار نمبر 19 [481, 24, 591, 46]
notice-49: درخواست تصحیح ریکارڈ مال۔ سائل نے درخواست گزار کی ہے کہ ریکارڈ مال میں غلط اندراج کی تصحیح کی جائے۔ کسی کو اعتراض ہو تو پیش ہو۔ بعدالت جناب فیملی جج ایبٹ آباد۔ دعویٰ تنسیخ نکاح بوجہ خلع۔ مدعا علیہ کو حکم دیا جاتا ہے کہ وہ بتاریخ 31/12/2025 کو بوقت 8 بجے صبح اصالتاً یا وکالتاً حاضر ہو۔ بعدالت جناب سول جج ایبٹ آباد۔ مقدمہ عنوان بالا میں مدعا علیہ کو بذریعہ اشتہار طلب کیا جاتا ہے کہ وہ بتاریخ مقررہ عدالت ہذا میں حاضر ہو کر جواب دعویٰ داخل کرے بصورت دیگر کارروائی یکطرفہ عمل میں لائی جائے گی۔ [122, 785, 233, 1016]
notice-badge: اشتہار نمبر 21 [481, 476, 591, 498]
notice-19: 2025-26 عام اطلاع دی جاتی ہے کہ سائل نے اپنی اراضی واقع موضع ایبٹ آباد کا انتقال بنام ورثاء درج کروانے کی درخواست دی ہے۔ اگر کسی شخص کو اس بارے میں کوئی اعتراض ہو تو وہ پندرہ یوم کے اندر اندر دفتر تحصیلدار ایبٹ آباد میں حاضر ہو کر اپنا اعتراض درج کروائے بصورت دیگر کارروائی یکطرفہ عمل میں لائی جائے گی۔ مقدمہ کی آئندہ تاریخ سماعت مقرر ہے۔ مقدمہ عنوان بالا میں عدالت ہذا نے حکم صادر کیا ہے کہ مدعا علیہان کو بذریعہ اشتہار اخبار طلب کیا جائے۔ تاریخ پیشی 23-12-2025 مقرر ہے۔ [482, 49, 590, 280]
notice-badge: اشتہار نمبر 47 [121, 273, 234, 295]
notice-badge: اشتہار نمبر 34 [243, 24, 353, 46]
notice-7: بعدالت جناب ایڈیشنل سیشن جج ایبٹ آباد۔ مقدمہ سرکار بنام ملزمان۔ ملزم مفرور کو بذریعہ اشتہار طلب کیا جاتا ہے کہ وہ عدالت میں پیش ہو۔ 23-12-2025 [720, 942, 828, 1024]
classified-heading: درستگی نام [16, 243, 100, 260]
notice-badge: اشتہار نمبر 36 [243, 221, 353, 243]
notice-39: بعدالت جناب فیملی جج ایبٹ آباد۔ دعویٰ تنسیخ نکاح بوجہ خلع۔ مدعا علیہ کو حکم دیا جاتا ہے کہ وہ بتاریخ 31/12/2025 کو بوقت 8 بجے صبح اصالتاً یا وکالتاً حاضر ہو۔ نوٹس برائے تقسیم جائیداد۔ سائلان نے عدالت میں درخواست دائر کی ہے کہ مشترکہ جائیداد کی تقسیم کی جائے، لہٰذا جملہ حصہ داران کو اطلاع دی جاتی ہے کہ مقررہ تاریخ پر عدالت میں حاضر ہوں۔ مقدمہ عنوان بالا میں عدالت ہذا نے حکم صادر کیا ہے کہ مدعا علیہان کو بذریعہ اشتہار اخبار طلب کیا جائے۔ تاریخ پیشی 23-12-2025 مقرر ہے۔ [244, 692, 352, 923]
divider [4, 629, 112, 630]
newspaper-name: DAILY MAHASIB ABBOTTABAD [4, 1, 192, 15]
notice-badge: اشتہار نمبر 53 [121, 1386, 234, 1408]
classified-heading: اطلاع عام [23, 561, 93, 578]
notice-badge: اشتہار نمبر 37 [243, 401, 353, 423]
notice-badge: اشتہار نمبر 42 [243, 1230, 353, 1252]
notice-badge: اشتہار نمبر 52 [121, 1207, 234, 1229]
notice-43: درخواست تصحیح ریکارڈ مال۔ سائل نے درخواست گزار کی ہے کہ ریکارڈ مال میں غلط اندراج کی تصحیح کی جائے۔ کسی کو اعتراض ہو تو پیش ہو۔ [244, 1434, 352, 1503]
notice-37: بعدالت جناب ایڈیشنل سیشن جج ایبٹ آباد۔ مقدمہ سرکار بنام ملزمان۔ ملزم مفرور کو بذریعہ اشتہار طلب کیا جاتا ہے کہ وہ عدالت میں پیش ہو۔ [244, 425, 352, 494]
issue-date: روزنامہ محاسب ایبٹ آباد، جمعرات 25 دسمبر 2025ء [743, 1, 992, 15]
notice-badge: اشتہار نمبر 23 [481, 847, 591, 869]
